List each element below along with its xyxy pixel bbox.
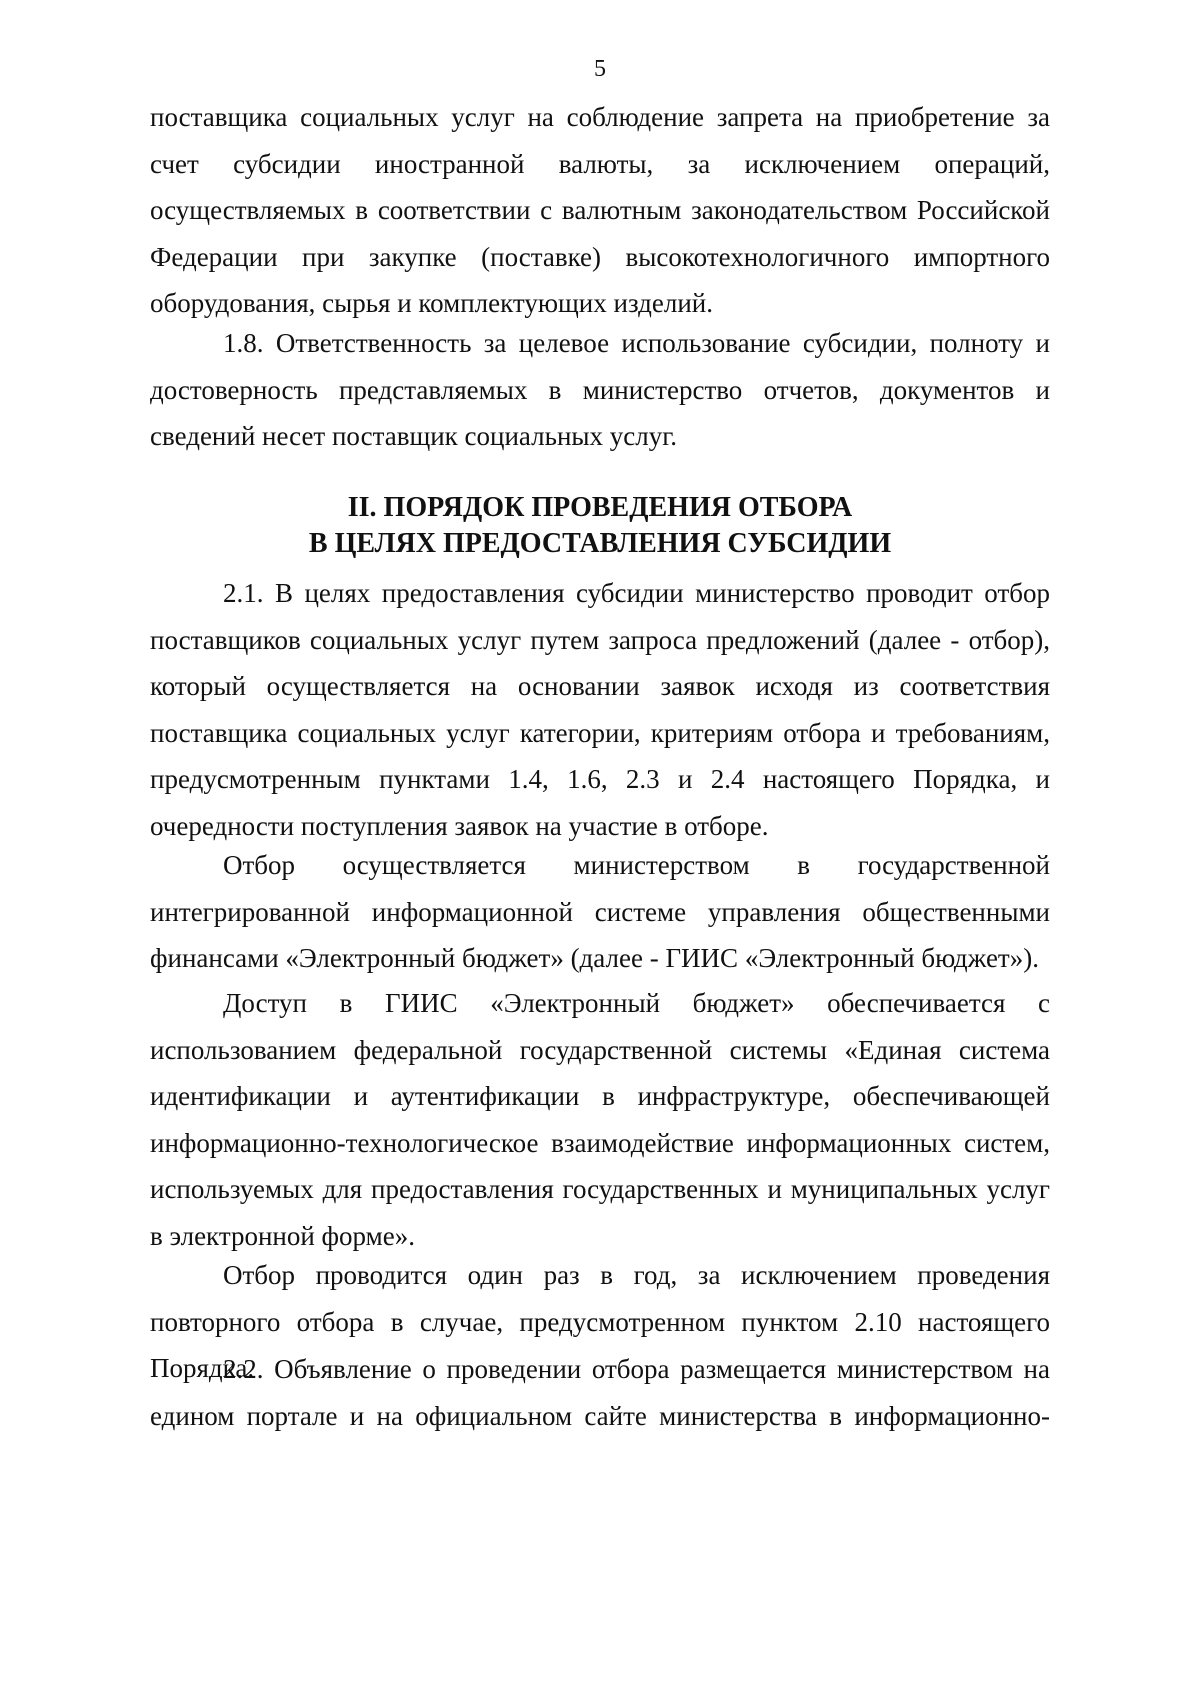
page-number: 5 bbox=[594, 56, 606, 82]
paragraph-once-a-year: Отбор проводится один раз в год, за исключением проведения повторного отбора в случае, предусмотренном пунктом 2.10 настоящего Порядка. bbox=[150, 1260, 1050, 1383]
section-heading-line-2: В ЦЕЛЯХ ПРЕДОСТАВЛЕНИЯ СУБСИДИИ bbox=[308, 528, 892, 559]
paragraph-2-2: 2.2. Объявление о проведении отбора размещается министерством на едином портале и на официальном сайте министерства в информационно- bbox=[150, 1354, 1050, 1431]
section-heading bbox=[150, 490, 1050, 562]
section-heading-line-1: II. ПОРЯДОК ПРОВЕДЕНИЯ ОТБОРА bbox=[347, 492, 853, 523]
paragraph-continued: поставщика социальных услуг на соблюдение запрета на приобретение за счет субсидии иностранной валюты, за исключением операций, осуществляемых в соответствии с валютным законодательством Российской Федерации при закупке (поставке) высокотехнологичного импортного оборудования, сырья и комплектующих изделий. bbox=[150, 102, 1050, 318]
paragraph-1-8: 1.8. Ответственность за целевое использование субсидии, полноту и достоверность представляемых в министерство отчетов, документов и сведений несет поставщик социальных услуг. bbox=[150, 328, 1050, 451]
paragraph-access: Доступ в ГИИС «Электронный бюджет» обеспечивается с использованием федеральной государственной системы «Единая система идентификации и аутентификации в инфраструктуре, обеспечивающей информационно-технологическое взаимодействие информационных систем, используемых для предоставления государственных и муниципальных услуг в электронной форме». bbox=[150, 988, 1050, 1251]
paragraph-selection-system: Отбор осуществляется министерством в государственной интегрированной информационной системе управления общественными финансами «Электронный бюджет» (далее - ГИИС «Электронный бюджет»). bbox=[150, 850, 1050, 973]
paragraph-2-1: 2.1. В целях предоставления субсидии министерство проводит отбор поставщиков социальных услуг путем запроса предложений (далее - отбор), который осуществляется на основании заявок исходя из соответствия поставщика социальных услуг категории, критериям отбора и требованиям, предусмотренным пунктами 1.4, 1.6, 2.3 и 2.4 настоящего Порядка, и очередности поступления заявок на участие в отборе. bbox=[150, 578, 1050, 841]
